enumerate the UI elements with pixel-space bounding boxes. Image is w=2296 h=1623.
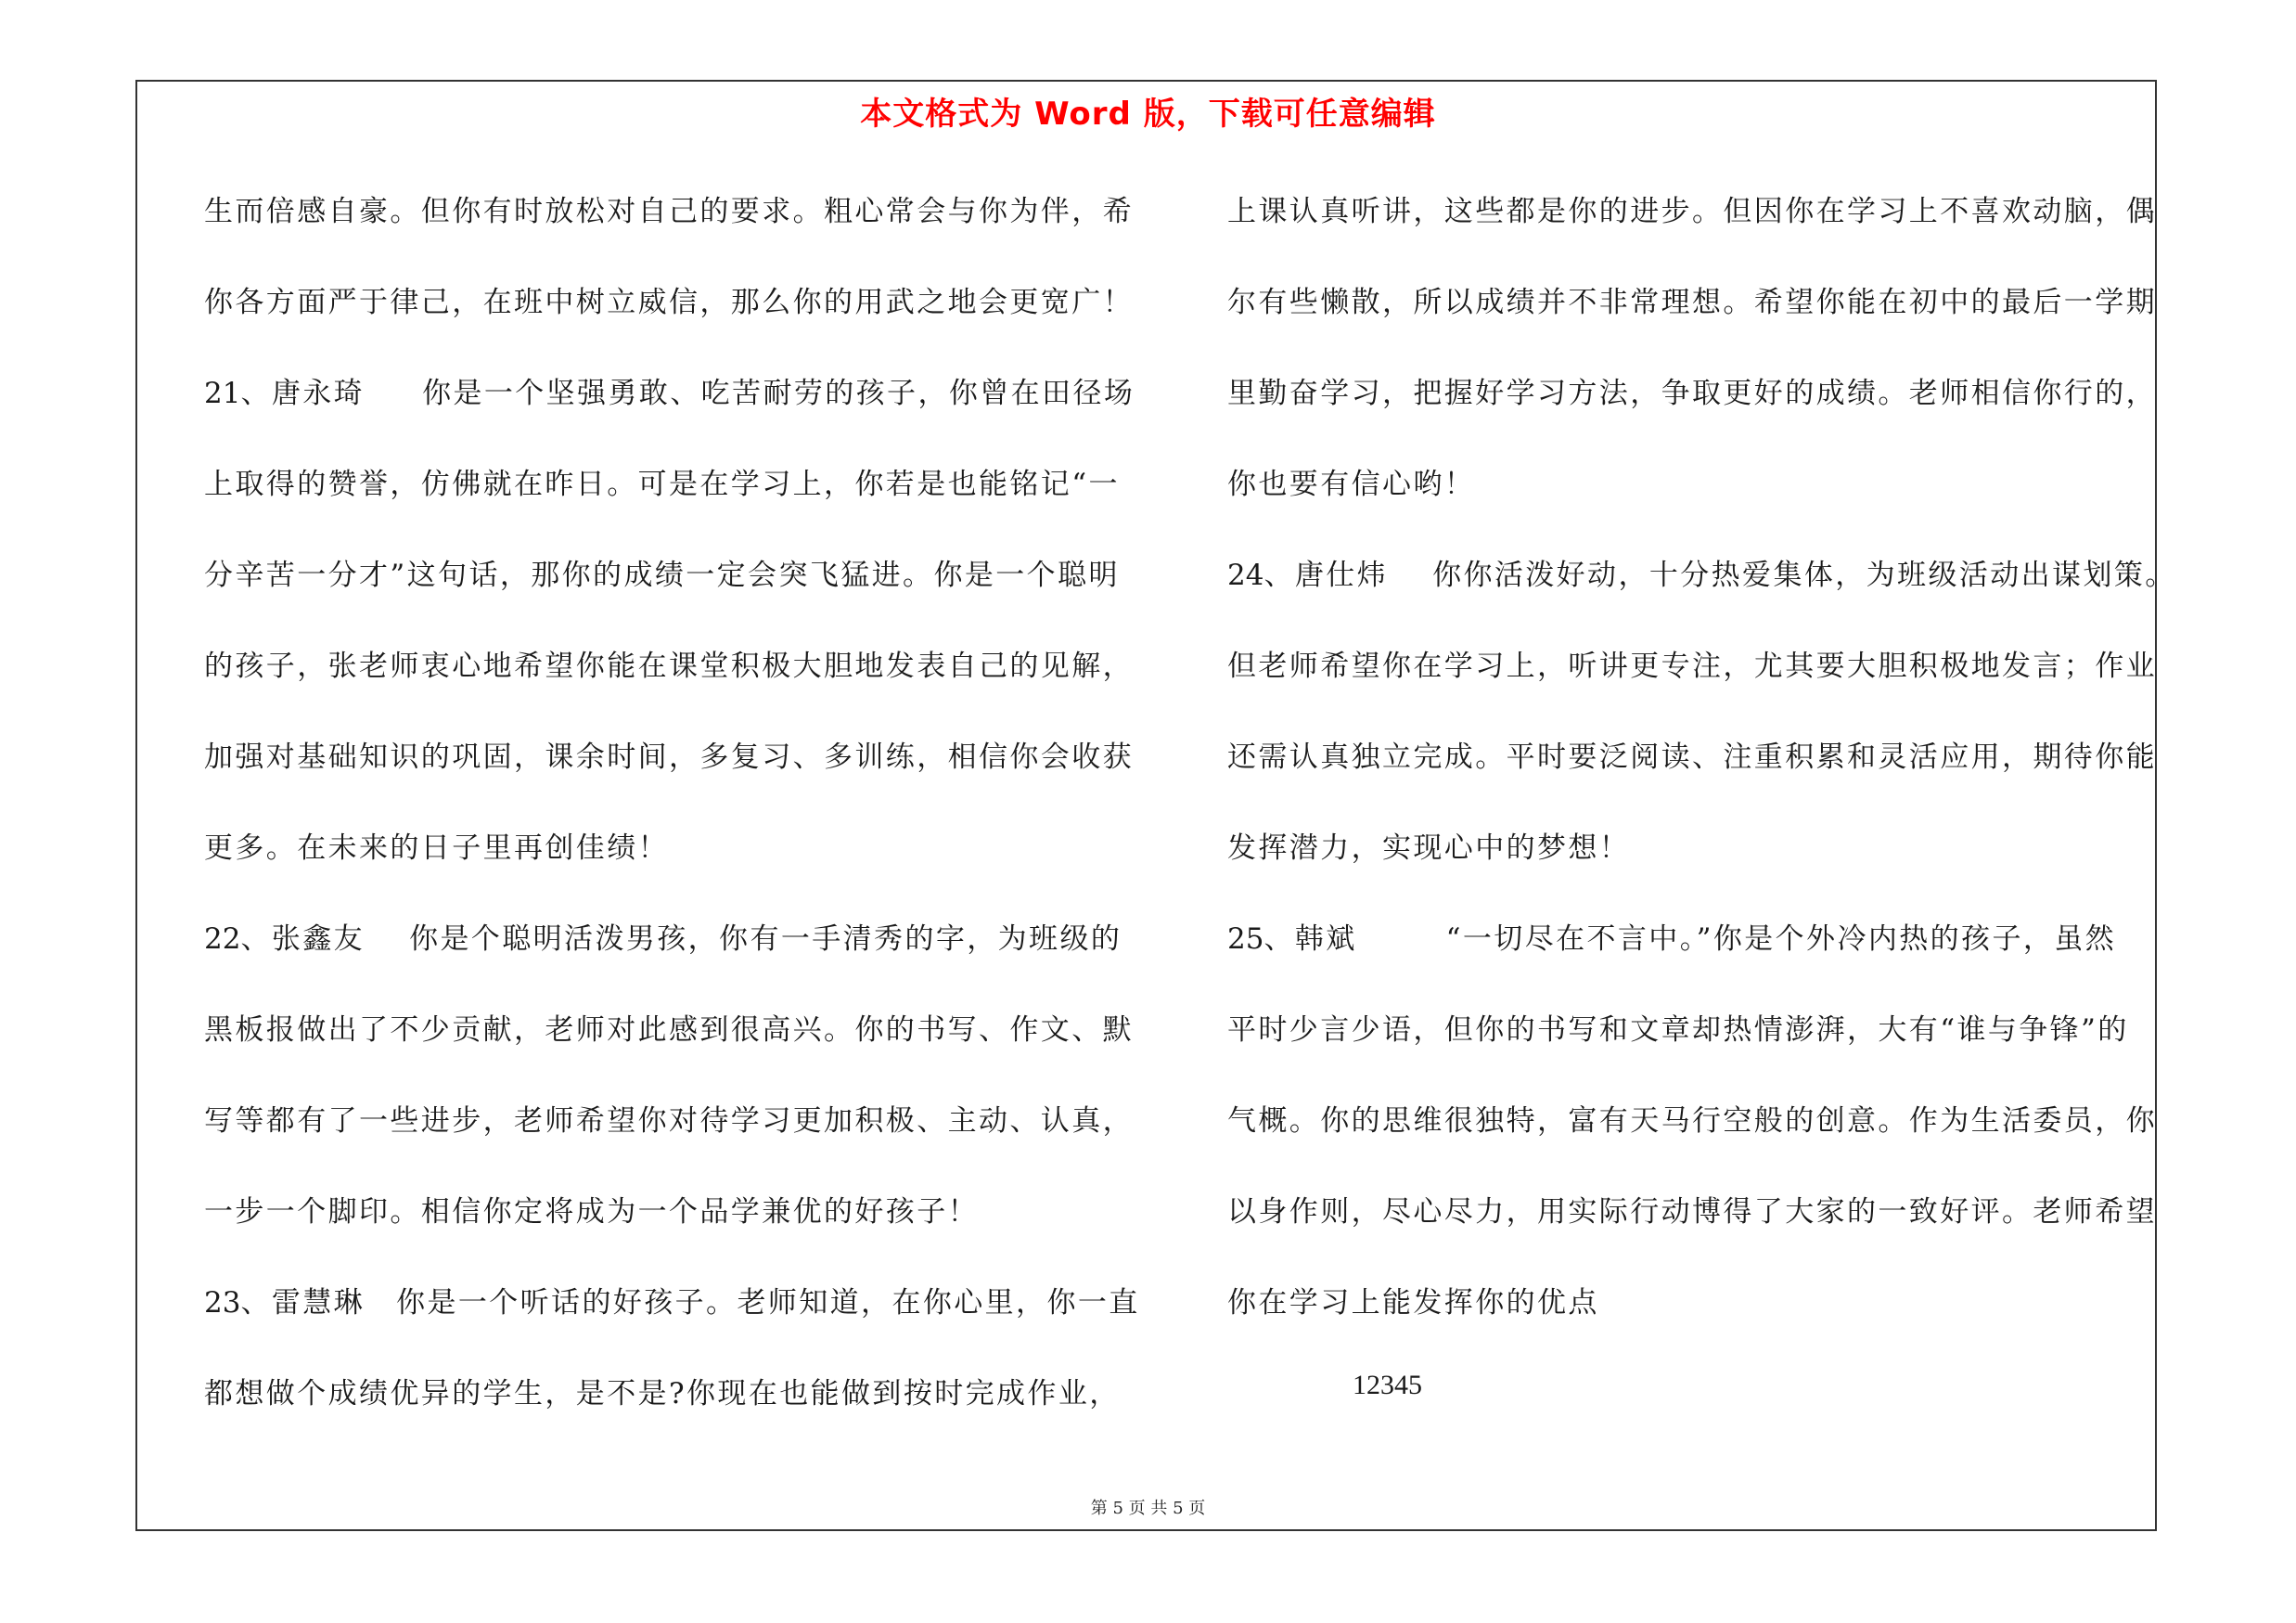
- entry-number: 22: [204, 922, 241, 956]
- text-line: 更多。在未来的日子里再创佳绩！: [204, 831, 669, 865]
- entry-text: “一切尽在不言中。”你是个外冷内热的孩子，虽然: [1445, 922, 2117, 956]
- page-footer: 第 5 页 共 5 页: [1090, 1499, 1206, 1518]
- text-line: 写等都有了一些进步，老师希望你对待学习更加积极、主动、认真，: [204, 1104, 1134, 1138]
- entry-text: 你是个聪明活泼男孩，你有一手清秀的字，为班级的: [409, 922, 1122, 956]
- text-line: 黑板报做出了不少贡献，老师对此感到很高兴。你的书写、作文、默: [204, 1013, 1134, 1047]
- entry-number: 25: [1227, 922, 1264, 956]
- entry-line-21: [204, 366, 1135, 457]
- entry-line-24: [1227, 547, 2176, 638]
- text-line: 平时少言少语，但你的书写和文章却热情澎湃，大有“谁与争锋”的: [1227, 1013, 2129, 1047]
- text-line: 尔有些懒散，所以成绩并不非常理想。希望你能在初中的最后一学期: [1227, 286, 2157, 319]
- right-text-column: [1227, 184, 2176, 1366]
- word-format-banner: 本文格式为 Word 版，下载可任意编辑: [860, 96, 1436, 133]
- entry-text: 你你活泼好动，十分热爱集体，为班级活动出谋划策。: [1432, 559, 2176, 592]
- entry-line-22: [204, 911, 1132, 1002]
- entry-name: 、唐仕炜: [1263, 559, 1389, 592]
- entry-name: 、雷慧琳: [240, 1286, 366, 1320]
- entry-number: 24: [1227, 559, 1264, 592]
- entry-number: 23: [204, 1286, 241, 1320]
- text-line: 气概。你的思维很独特，富有天马行空般的创意。作为生活委员，你: [1227, 1104, 2157, 1138]
- entry-text: 你是一个坚强勇敢、吃苦耐劳的孩子，你曾在田径场: [422, 377, 1135, 410]
- text-line: 的孩子，张老师衷心地希望你能在课堂积极大胆地发表自己的见解，: [204, 650, 1134, 683]
- text-line: 上取得的赞誉，仿佛就在昨日。可是在学习上，你若是也能铭记“一: [204, 468, 1120, 501]
- text-line: 加强对基础知识的巩固，课余时间，多复习、多训练，相信你会收获: [204, 741, 1134, 774]
- page-links[interactable]: 12345: [1353, 1370, 1422, 1400]
- entry-name: 、张鑫友: [240, 922, 366, 956]
- entry-line-25: [1227, 911, 2155, 1002]
- text-line: 你在学习上能发挥你的优点: [1227, 1286, 1599, 1320]
- entry-name: 、唐永琦: [240, 377, 366, 410]
- text-line: 还需认真独立完成。平时要泛阅读、注重积累和灵活应用，期待你能: [1227, 741, 2157, 774]
- text-line: 上课认真听讲，这些都是你的进步。但因你在学习上不喜欢动脑，偶: [1227, 195, 2157, 228]
- text-line: 里勤奋学习，把握好学习方法，争取更好的成绩。老师相信你行的，: [1227, 377, 2157, 410]
- text-line: 一步一个脚印。相信你定将成为一个品学兼优的好孩子！: [204, 1195, 979, 1229]
- text-line: 都想做个成绩优异的学生，是不是?你现在也能做到按时完成作业，: [204, 1377, 1121, 1410]
- entry-line-23: [204, 1275, 1140, 1366]
- text-line: 你各方面严于律己，在班中树立威信，那么你的用武之地会更宽广！: [204, 286, 1134, 319]
- text-line: 你也要有信心哟！: [1227, 468, 1476, 501]
- entry-text: 你是一个听话的好孩子。老师知道，在你心里，你一直: [396, 1286, 1140, 1320]
- text-line: 以身作则，尽心尽力，用实际行动博得了大家的一致好评。老师希望: [1227, 1195, 2157, 1229]
- text-line: 分辛苦一分才”这句话，那你的成绩一定会突飞猛进。你是一个聪明: [204, 559, 1120, 592]
- text-line: 发挥潜力，实现心中的梦想！: [1227, 831, 1631, 865]
- entry-name: 、韩斌: [1263, 922, 1357, 956]
- left-text-column: [204, 184, 1140, 1457]
- entry-number: 21: [204, 377, 241, 410]
- text-line: 生而倍感自豪。但你有时放松对自己的要求。粗心常会与你为伴，希: [204, 195, 1134, 228]
- text-line: 但老师希望你在学习上，听讲更专注，尤其要大胆积极地发言；作业: [1227, 650, 2157, 683]
